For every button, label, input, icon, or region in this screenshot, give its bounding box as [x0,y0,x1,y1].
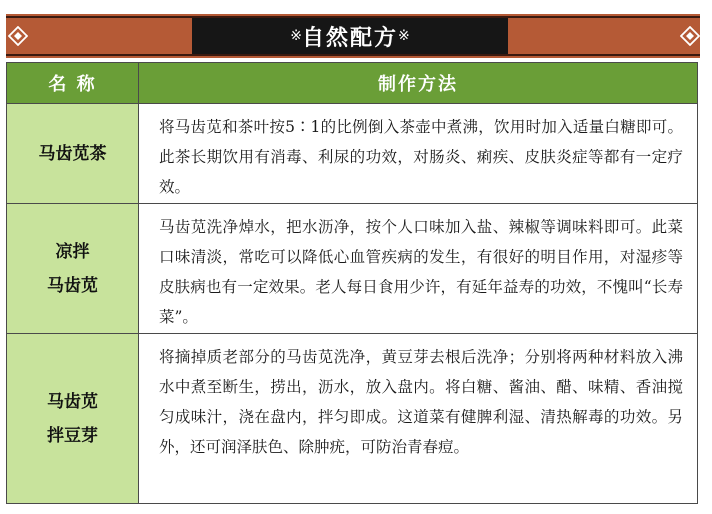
reference-mark-icon: ※ [398,28,410,44]
recipe-method: 将马齿苋和茶叶按5∶1的比例倒入茶壶中煮沸，饮用时加入适量白糖即可。此茶长期饮用有消毒、利尿的功效，对肠炎、痢疾、皮肤炎症等都有一定疗效。 [159,118,683,196]
column-header-name: 名 称 [7,63,139,103]
table-row [7,203,697,333]
recipe-table [6,62,698,504]
recipe-name: 拌豆芽 [47,425,98,446]
recipe-name-cell [7,104,139,203]
recipe-name: 马齿苋茶 [38,143,107,164]
banner-title-box [192,18,508,54]
diamond-ornament-icon [680,26,700,46]
recipe-name: 凉拌 [55,241,90,262]
table-row [7,103,697,203]
reference-mark-icon: ※ [290,28,302,44]
recipe-method: 将摘掉质老部分的马齿苋洗净，黄豆芽去根后洗净；分别将两种材料放入沸水中煮至断生，捞出，沥水，放入盘内。将白糖、酱油、醋、味精、香油搅匀成味汁，浇在盘内，拌匀即成。这道菜有健脾利湿、清热解毒的功效。另外，还可润泽肤色、除肿疣，可防治青春痘。 [159,348,683,456]
diamond-ornament-icon [8,26,28,46]
recipe-name: 马齿苋 [47,275,98,296]
column-header-method: 制作方法 [139,63,697,103]
recipe-name-cell [7,204,139,333]
table-row [7,333,697,503]
recipe-name: 马齿苋 [47,391,98,412]
recipe-method: 马齿苋洗净焯水，把水沥净，按个人口味加入盐、辣椒等调味料即可。此菜口味清淡，常吃可以降低心血管疾病的发生，有很好的明目作用，对湿疹等皮肤病也有一定效果。老人每日食用少许，有延年益寿的功效，不愧叫“长寿菜”。 [159,218,683,326]
banner-bottom-line [6,54,700,56]
page-title: 自然配方 [301,24,398,51]
recipe-name-cell [7,334,139,503]
